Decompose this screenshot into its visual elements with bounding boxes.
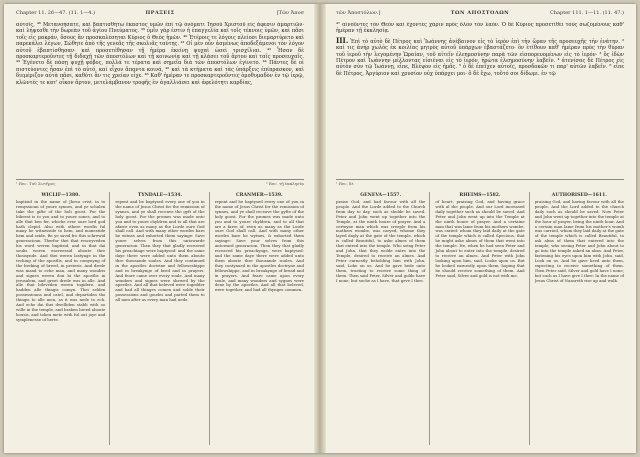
english-columns bbox=[336, 192, 624, 445]
header-chapter: Chapter 11. 26—47. (11. 1—4.) bbox=[16, 10, 96, 16]
version-column bbox=[435, 192, 529, 445]
column-text: of heart, praising God, and having grace with al the people. And our Lord increased daily together such as should be saved. And Peter and John went up into the Temple at the ninth houre of prayer. And a certaine man that was lame from his mothers wombe, was caried: whom they laid daily at the gate of the temple which is called Specious, that he might aske almes of them that went into the temple. He, when he had seen Peter and John about to enter into the temple, desired to receive an almes. And Peter with John looking upon him, said, Looke upon us. But he looked earnestly upon them, hoping that he should receive something of them. And Peter said, Silver and gold is not with me. bbox=[435, 199, 525, 278]
right-page bbox=[324, 4, 636, 453]
greek-text bbox=[336, 22, 624, 177]
column-text: baptisid in the name of Jhesu crist, in to remyssioun of youre synnes, and ye schulen take the gifte of the holi goost. For the biheest is to you and to youre sones, and to alle that ben fer, whiche ever oure lord god hath clepid. Also with othere wordis ful many he witnesside to hem, and monestide hem and seide, Be ye savid fro this schrewid generacioun. Therfor thei that resceyveden his word weren baptisid, and in that dai soulis weren encreessid aboute thre thousynde. And thei weren lastynge in the teching of the apostlis, and in comynyng of the breking of breed, in preieris. And drede was maad to eche man, and many wondris and signes weren don bi the apostlis in jerusalem, and greet drede was in alle. And alle that bileveden weren togidere, and hadden alle thingis comyn. Thei selden possessiouns and catel, and departiden tho thingis to alle men, as it was nede to ech. And eche dai thei dwelliden stabli with oo wille in the temple, and braken breed aboute housis, and token mete with ful out joye and symplenesse of herte. bbox=[16, 199, 106, 322]
greek-paragraph: αὐτοῖς, ⁴⁶ Μετανοήσατε, καὶ βαπτισθήτω ἕκαστος ὑμῶν ἐπὶ τῷ ὀνόματι Ἰησοῦ Χριστοῦ εἰς ἄφεσιν ἁμαρτιῶν· καὶ λήψεσθε τὴν δωρεὰν τοῦ ἁγίου Πνεύματος. ³⁹ ὑμῖν γάρ ἐστιν ἡ ἐπαγγελία καὶ τοῖς τέκνοις ὑμῶν, καὶ πᾶσι τοῖς εἰς μακράν, ὅσους ἂν προσκαλέσηται Κύριος ὁ Θεὸς ἡμῶν. ⁴⁰ Ἑτέροις τε λόγοις πλείοσι διεμαρτύρετο καὶ παρεκάλει λέγων, Σώθητε ἀπὸ τῆς γενεᾶς τῆς σκολιᾶς ταύτης. ⁴¹ Οἱ μὲν οὖν ἀσμένως ἀποδεξάμενοι τὸν λόγον αὐτοῦ ἐβαπτίσθησαν· καὶ προσετέθησαν τῇ ἡμέρᾳ ἐκείνῃ ψυχαὶ ὡσεὶ τρισχίλιαι. ⁴² Ἦσαν δὲ προσκαρτεροῦντες τῇ διδαχῇ τῶν ἀποστόλων καὶ τῇ κοινωνίᾳ καὶ τῇ κλάσει τοῦ ἄρτου καὶ ταῖς προσευχαῖς. ⁴³ Ἐγένετο δὲ πάσῃ ψυχῇ φόβος, πολλά τε τέρατα καὶ σημεῖα διὰ τῶν ἀποστόλων ἐγίνετο. ⁴⁴ Πάντες δὲ οἱ πιστεύοντες ἦσαν ἐπὶ τὸ αὐτό, καὶ εἶχον ἅπαντα κοινά, ⁴⁵ καὶ τὰ κτήματα καὶ τὰς ὑπάρξεις ἐπίπρασκον, καὶ διεμέριζον αὐτὰ πᾶσι, καθότι ἄν τις χρείαν εἶχε. ⁴⁶ Καθ' ἡμέραν τε προσκαρτεροῦντες ὁμοθυμαδὸν ἐν τῷ ἱερῷ, κλῶντές τε κατ' οἶκον ἄρτον, μετελάμβανον τροφῆς ἐν ἀγαλλιάσει καὶ ἀφελότητι καρδίας, bbox=[16, 22, 304, 86]
column-heading: WICLIF—1380. bbox=[41, 193, 80, 198]
header-book: τῶν Ἀποστόλων.] bbox=[336, 10, 381, 16]
column-heading: TYNDALE—1534. bbox=[137, 193, 183, 198]
footnotes bbox=[336, 179, 624, 190]
header-title: ΠΡΑΞΕΙΣ bbox=[145, 10, 175, 16]
header-book: [Τῶν Ἀποσ bbox=[276, 10, 304, 16]
running-header bbox=[16, 10, 304, 20]
version-column bbox=[16, 192, 110, 445]
column-heading: RHEIMS—1582. bbox=[459, 193, 501, 198]
column-text: praising God, and having favour with all the people. And the Lord added to the church daily such as should be saved. Now Peter and John went up together into the temple at the hour of prayer, being the ninth hour. And a certain man lame from his mother's womb was carried, whom they laid daily at the gate of the temple which is called Beautiful, to ask alms of them that entered into the temple; who seeing Peter and John about to go into the temple asked an alms. And Peter, fastening his eyes upon him with John, said, Look on us. And he gave heed unto them, expecting to receive something of them. Then Peter said, Silver and gold have I none; but such as I have give I thee: In the name of Jesus Christ of Nazareth rise up and walk. bbox=[534, 199, 624, 283]
column-text: repent and be baptysed every one of you in the name of Jesus Christ for the remission of synnes, and ye shall receave the gyfte of the holy goost. For the promes was made unto you and to youre chyldren, and to all that are a farre of, even as many as the Lorde oure God shall call. And with many other wordes bare he wytnes, & exhorted them sayinge: Save your selves from this untoward generacion. Then they that gladly receaved his preachynge, were baptysed: and the same daye there were added unto them aboute thre thousande soules. And they contynued in the apostles doctryne and fellowshippe, and in breakynge of bread and in prayers. And feare came upon every soule, and many wonders and sygnes were done by the apostles. And all that beleved, were together, and had all thynges commen. bbox=[214, 199, 304, 293]
footnotes bbox=[16, 179, 304, 190]
column-heading: CRANMER—1539. bbox=[236, 193, 283, 198]
header-title: ΤΩΝ ΑΠΟΣΤΟΛΩΝ bbox=[450, 10, 510, 16]
column-text: repent and be baptysed every one of you in the name of Jesus Christ for the remission of synnes, and ye shall receave the gyft of the holy goost. For the promes was made unto you and to youre chyldren and to all that are afarre even as many as the Lorde oure God shall call. And with many other wordes bare he witnes and exhorted them sayinge: Save youre selves from this untowarde generacion. Then they that gladly receaved his preachinge were baptysed: and the same daye there were added unto them aboute thre thousande soules. And they continued in the apostles doctrine and felloweshippe and in breakynge of bred and in prayers. And feare came over every soule. And many wonders and signes were shewed by the apostles. And all that beleved were togedder and had all thinges comen and solde their possessions and goodes and parted them to all men after as every man had nede. bbox=[115, 199, 205, 303]
running-header bbox=[336, 10, 624, 20]
version-column bbox=[215, 192, 304, 445]
english-columns bbox=[16, 192, 304, 445]
column-text: praise God, and had favour with all the people. And the Lorde added to the Church from day to day, such as shulde be saved. Peter and John went up together into the Temple, at the ninth houre of prayer. And a certeyne man which was creeple from his mothers wombe, was caryed, whome they layed dayly at the gate of the temple, which is called Beautiful, to aske almes of them that entred into the temple. Who seing Peter and John, that they wolde entre into the Temple, desired to receive an almes. And Peter earnestly beholding him with John, said, Loke on us. And he gave hede unto them, trusting to receive some thing of them. Then said Peter, Silver and golde have I none, but suche as I have, that geve I thee. bbox=[336, 199, 426, 283]
column-heading: GENEVA—1557. bbox=[360, 193, 402, 198]
footnote: ¹ Rec. δὲ bbox=[336, 181, 354, 186]
version-column bbox=[115, 192, 209, 445]
version-column bbox=[336, 192, 430, 445]
left-page bbox=[4, 4, 316, 453]
greek-paragraph: ⁴⁷ αἰνοῦντες τὸν Θεὸν καὶ ἔχοντες χάριν πρὸς ὅλον τὸν λαόν. Ὁ δὲ Κύριος προσετίθει τοὺς σωζομένους καθ' ἡμέραν τῇ ἐκκλησίᾳ. bbox=[336, 22, 624, 35]
book-spread bbox=[4, 4, 636, 453]
footnote: ² Rec. τῇ ἐκκλησίᾳ bbox=[266, 181, 304, 186]
chapter-number: III. bbox=[336, 35, 349, 45]
greek-paragraph: Ἐπὶ τὸ αὐτὸ δὲ Πέτρος καὶ Ἰωάννης ἀνέβαινον εἰς τὸ ἱερὸν ἐπὶ τὴν ὥραν τῆς προσευχῆς τὴν ἐνάτην. ² καί τις ἀνὴρ χωλὸς ἐκ κοιλίας μητρὸς αὐτοῦ ὑπάρχων ἐβαστάζετο· ὃν ἐτίθουν καθ' ἡμέραν πρὸς τὴν θύραν τοῦ ἱεροῦ τὴν λεγομένην Ὡραίαν, τοῦ αἰτεῖν ἐλεημοσύνην παρὰ τῶν εἰσπορευομένων εἰς τὸ ἱερόν· ³ ὃς ἰδὼν Πέτρον καὶ Ἰωάννην μέλλοντας εἰσιέναι εἰς τὸ ἱερόν, ἠρώτα ἐλεημοσύνην λαβεῖν. ⁴ ἀτενίσας δὲ Πέτρος εἰς αὐτὸν σὺν τῷ Ἰωάννῃ, εἶπε, Βλέψον εἰς ἡμᾶς. ⁵ ὁ δὲ ἐπεῖχεν αὐτοῖς, προσδοκῶν τι παρ' αὐτῶν λαβεῖν. ⁶ εἶπε δὲ Πέτρος, Ἀργύριον καὶ χρυσίον οὐχ ὑπάρχει μοι· ὃ δὲ ἔχω, τοῦτό σοι δίδωμι. ἐν τῷ bbox=[336, 38, 624, 77]
footnote: ¹ Rec. Τοῦ Σωτῆρος bbox=[16, 181, 56, 186]
column-heading: AUTHORISED—1611. bbox=[551, 193, 607, 198]
greek-text bbox=[16, 22, 304, 177]
version-column bbox=[535, 192, 624, 445]
header-chapter: Chapter 111. 1—11. (11. 47.) bbox=[549, 10, 624, 16]
